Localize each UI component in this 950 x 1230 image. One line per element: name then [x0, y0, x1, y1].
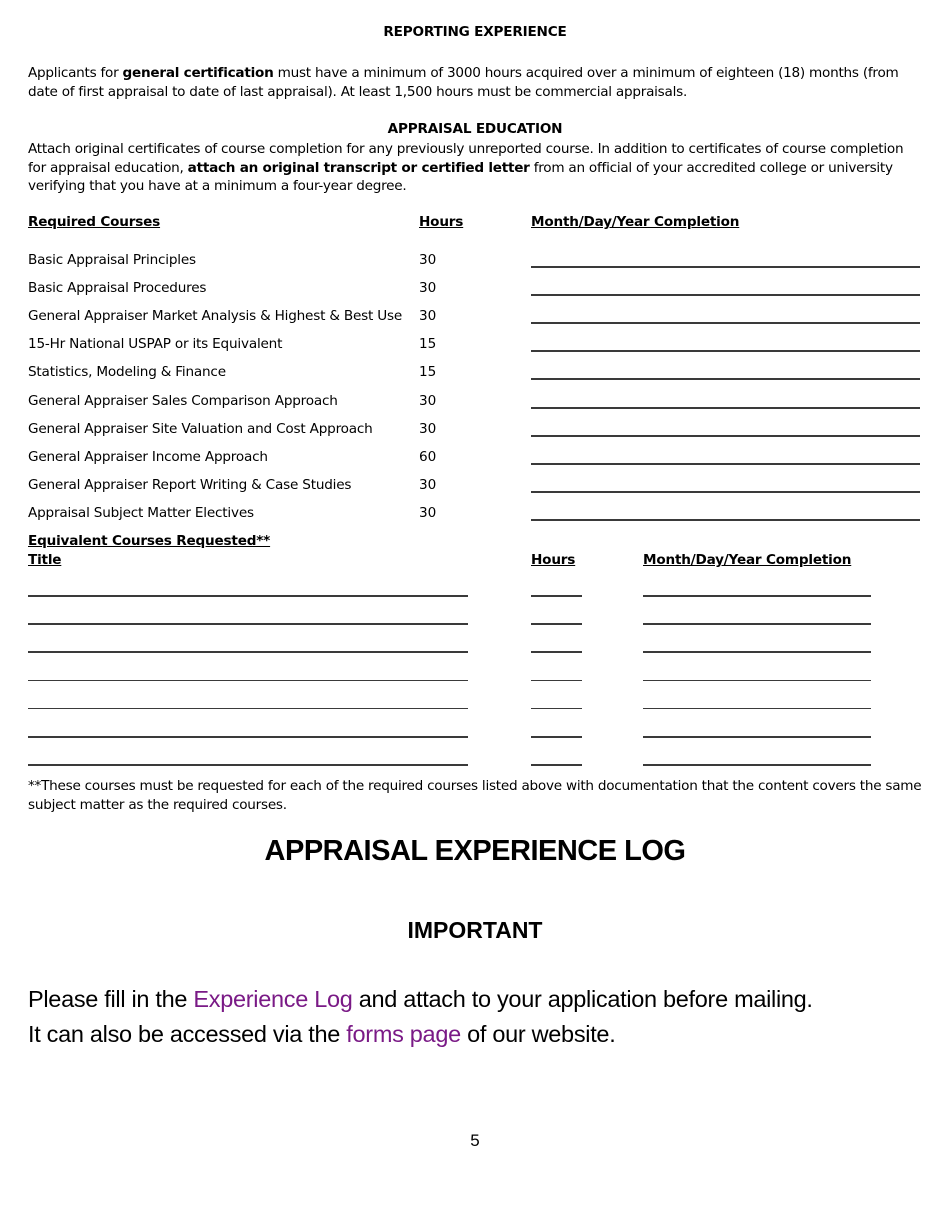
course-hours: 15 — [419, 336, 437, 352]
course-hours: 15 — [419, 364, 437, 380]
experience-log-title: APPRAISAL EXPERIENCE LOG — [264, 835, 686, 867]
equivalent-hours-field[interactable] — [531, 623, 582, 625]
reporting-experience-heading: REPORTING EXPERIENCE — [383, 24, 567, 40]
course-hours: 30 — [419, 252, 437, 268]
course-name: General Appraiser Sales Comparison Approach — [28, 393, 338, 409]
equivalent-footnote: **These courses must be requested for each of the required courses listed above with documentation that the content covers the same subject matter as the required courses. — [28, 778, 922, 813]
equivalent-date-field[interactable] — [643, 708, 871, 710]
course-hours: 60 — [419, 449, 437, 465]
equivalent-date-field[interactable] — [643, 680, 871, 682]
course-name: General Appraiser Income Approach — [28, 449, 268, 465]
equivalent-hours-field[interactable] — [531, 651, 582, 653]
equivalent-hours-header: Hours — [531, 552, 576, 568]
completion-date-field[interactable] — [531, 322, 920, 324]
appraisal-education-text — [28, 140, 923, 196]
equivalent-title-header: Title — [28, 552, 62, 568]
completion-date-field[interactable] — [531, 378, 920, 380]
course-name: General Appraiser Site Valuation and Cost Approach — [28, 421, 373, 437]
required-courses-header: Required Courses — [28, 214, 161, 230]
course-name: Statistics, Modeling & Finance — [28, 364, 226, 380]
equivalent-title-field[interactable] — [28, 736, 468, 738]
notice-line-2 — [28, 1017, 928, 1052]
course-name: 15-Hr National USPAP or its Equivalent — [28, 336, 283, 352]
notice-line-1 — [28, 982, 928, 1017]
course-hours: 30 — [419, 505, 437, 521]
reporting-text-bold: general certification — [122, 65, 274, 81]
equivalent-date-field[interactable] — [643, 651, 871, 653]
notice-text: and attach to your application before mailing. — [352, 986, 813, 1012]
equivalent-title-field[interactable] — [28, 595, 468, 597]
course-name: Basic Appraisal Principles — [28, 252, 196, 268]
reporting-experience-text — [28, 64, 923, 101]
course-hours: 30 — [419, 308, 437, 324]
course-name: General Appraiser Report Writing & Case Studies — [28, 477, 352, 493]
completion-date-field[interactable] — [531, 491, 920, 493]
course-hours: 30 — [419, 393, 437, 409]
important-heading: IMPORTANT — [407, 917, 543, 943]
equivalent-hours-field[interactable] — [531, 680, 582, 682]
experience-log-notice — [28, 982, 928, 1052]
notice-text: of our website. — [460, 1021, 616, 1047]
completion-date-field[interactable] — [531, 266, 920, 268]
equivalent-hours-field[interactable] — [531, 595, 582, 597]
equivalent-hours-field[interactable] — [531, 736, 582, 738]
page-number: 5 — [470, 1131, 480, 1150]
education-text-part: Attach original certificates of course completion for any previously unreported course. In addition to certificates of course completion for appraisal education, — [28, 141, 904, 176]
equivalent-date-header: Month/Day/Year Completion — [643, 552, 852, 568]
course-name: General Appraiser Market Analysis & Highest & Best Use — [28, 308, 403, 324]
equivalent-date-field[interactable] — [643, 623, 871, 625]
equivalent-title-field[interactable] — [28, 623, 468, 625]
equivalent-date-field[interactable] — [643, 595, 871, 597]
equivalent-hours-field[interactable] — [531, 708, 582, 710]
completion-date-field[interactable] — [531, 519, 920, 521]
notice-text: It can also be accessed via the — [28, 1021, 347, 1047]
completion-date-field[interactable] — [531, 435, 920, 437]
completion-date-field[interactable] — [531, 294, 920, 296]
notice-text: Please fill in the — [28, 986, 194, 1012]
required-date-header: Month/Day/Year Completion — [531, 214, 740, 230]
equivalent-date-field[interactable] — [643, 764, 871, 766]
course-name: Appraisal Subject Matter Electives — [28, 505, 254, 521]
equivalent-courses-heading: Equivalent Courses Requested** — [28, 533, 271, 549]
course-name: Basic Appraisal Procedures — [28, 280, 207, 296]
equivalent-hours-field[interactable] — [531, 764, 582, 766]
experience-log-link[interactable]: Experience Log — [193, 986, 353, 1012]
reporting-text-part: Applicants for — [28, 65, 123, 81]
forms-page-link[interactable]: forms page — [346, 1021, 461, 1047]
education-text-part: from an official of your accredited college or university verifying that you have at a minimum a four-year degree. — [28, 159, 893, 194]
equivalent-title-field[interactable] — [28, 651, 468, 653]
completion-date-field[interactable] — [531, 463, 920, 465]
required-hours-header: Hours — [419, 214, 464, 230]
equivalent-title-field[interactable] — [28, 764, 468, 766]
education-text-bold: attach an original transcript or certified letter — [187, 159, 530, 176]
reporting-text-part: must have a minimum of 3000 hours acquired over a minimum of eighteen (18) months (from date of first appraisal to date of last appraisal). At least 1,500 hours must be commercial appraisals. — [28, 65, 899, 100]
equivalent-title-field[interactable] — [28, 680, 468, 682]
course-hours: 30 — [419, 477, 437, 493]
equivalent-title-field[interactable] — [28, 708, 468, 710]
appraisal-education-heading: APPRAISAL EDUCATION — [387, 121, 563, 137]
completion-date-field[interactable] — [531, 350, 920, 352]
completion-date-field[interactable] — [531, 407, 920, 409]
course-hours: 30 — [419, 421, 437, 437]
course-hours: 30 — [419, 280, 437, 296]
equivalent-date-field[interactable] — [643, 736, 871, 738]
